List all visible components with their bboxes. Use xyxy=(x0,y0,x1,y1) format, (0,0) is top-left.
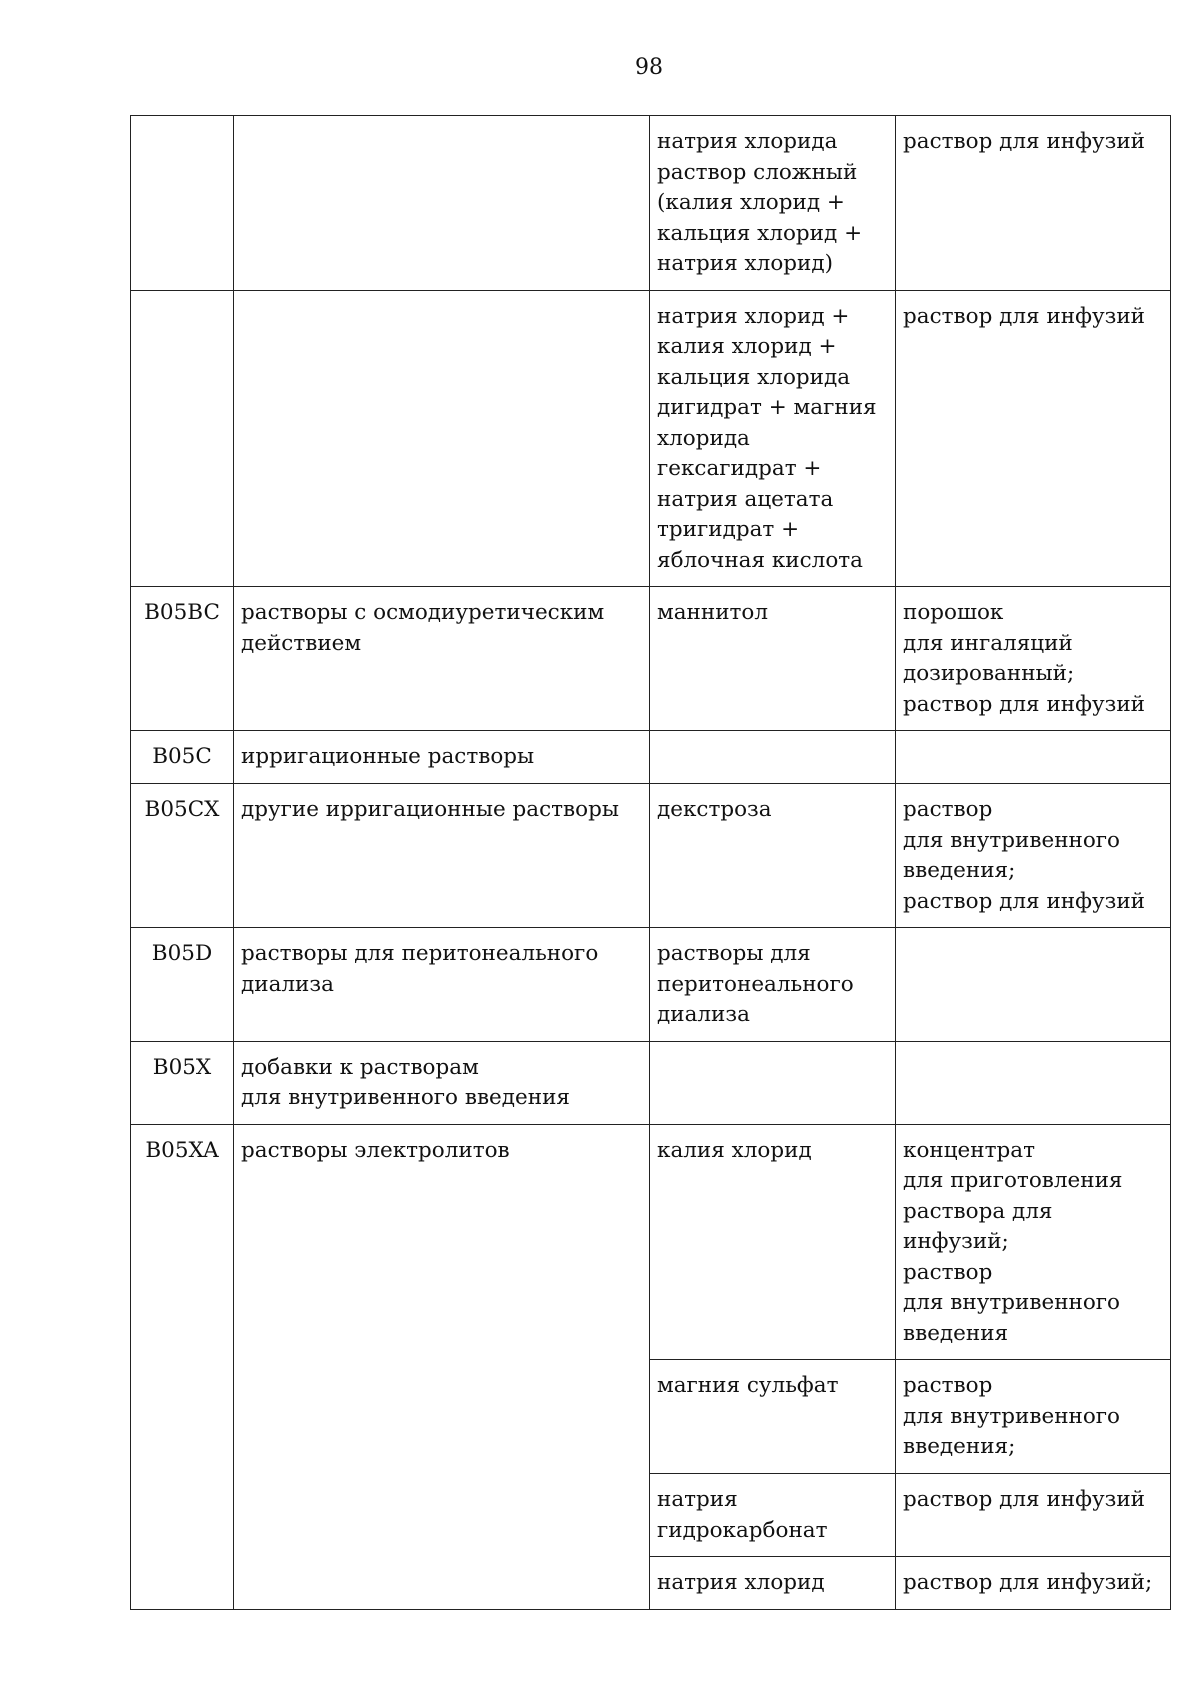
group-name-cell: добавки к растворам для внутривенного введения xyxy=(234,1041,650,1124)
table-row xyxy=(131,784,1171,928)
atc-code-cell: B05C xyxy=(131,731,234,784)
drug-name-cell: натрия гидрокарбонат xyxy=(650,1474,896,1557)
atc-code-cell: B05CX xyxy=(131,784,234,928)
drug-name-cell: натрия хлорид xyxy=(650,1557,896,1610)
group-name-cell: растворы с осмодиуретическим действием xyxy=(234,587,650,731)
drug-name-cell: маннитол xyxy=(650,587,896,731)
table-row xyxy=(131,1124,1171,1360)
drug-name-cell: калия хлорид xyxy=(650,1124,896,1360)
group-name-cell: другие ирригационные растворы xyxy=(234,784,650,928)
atc-code-cell xyxy=(131,290,234,587)
atc-code-cell: B05X xyxy=(131,1041,234,1124)
dosage-form-cell: раствор для инфузий xyxy=(896,116,1171,291)
table-row xyxy=(131,116,1171,291)
dosage-form-cell: концентрат для приготовления раствора для инфузий; раствор для внутривенного введения xyxy=(896,1124,1171,1360)
group-name-cell xyxy=(234,116,650,291)
atc-code-cell xyxy=(131,116,234,291)
drug-table xyxy=(130,115,1171,1610)
group-name-cell: растворы для перитонеального диализа xyxy=(234,928,650,1042)
group-name-cell xyxy=(234,290,650,587)
atc-code-cell: B05BC xyxy=(131,587,234,731)
dosage-form-cell xyxy=(896,731,1171,784)
group-name-cell: растворы электролитов xyxy=(234,1124,650,1610)
table-row xyxy=(131,1041,1171,1124)
dosage-form-cell: раствор для инфузий xyxy=(896,290,1171,587)
table-row xyxy=(131,587,1171,731)
table-row xyxy=(131,731,1171,784)
drug-name-cell xyxy=(650,1041,896,1124)
drug-name-cell: натрия хлорида раствор сложный (калия хлорид + кальция хлорид + натрия хлорид) xyxy=(650,116,896,291)
dosage-form-cell: раствор для инфузий; xyxy=(896,1557,1171,1610)
drug-name-cell: декстроза xyxy=(650,784,896,928)
dosage-form-cell xyxy=(896,1041,1171,1124)
drug-name-cell: натрия хлорид + калия хлорид + кальция хлорида дигидрат + магния хлорида гексагидрат + натрия ацетата тригидрат + яблочная кислота xyxy=(650,290,896,587)
atc-code-cell: B05D xyxy=(131,928,234,1042)
table-row xyxy=(131,928,1171,1042)
dosage-form-cell: раствор для внутривенного введения; раствор для инфузий xyxy=(896,784,1171,928)
dosage-form-cell: порошок для ингаляций дозированный; раствор для инфузий xyxy=(896,587,1171,731)
dosage-form-cell: раствор для внутривенного введения; xyxy=(896,1360,1171,1474)
group-name-cell: ирригационные растворы xyxy=(234,731,650,784)
atc-code-cell: B05XA xyxy=(131,1124,234,1610)
drug-name-cell xyxy=(650,731,896,784)
drug-name-cell: растворы для перитонеального диализа xyxy=(650,928,896,1042)
dosage-form-cell: раствор для инфузий xyxy=(896,1474,1171,1557)
table-row xyxy=(131,290,1171,587)
dosage-form-cell xyxy=(896,928,1171,1042)
page-number: 98 xyxy=(635,55,663,80)
drug-name-cell: магния сульфат xyxy=(650,1360,896,1474)
